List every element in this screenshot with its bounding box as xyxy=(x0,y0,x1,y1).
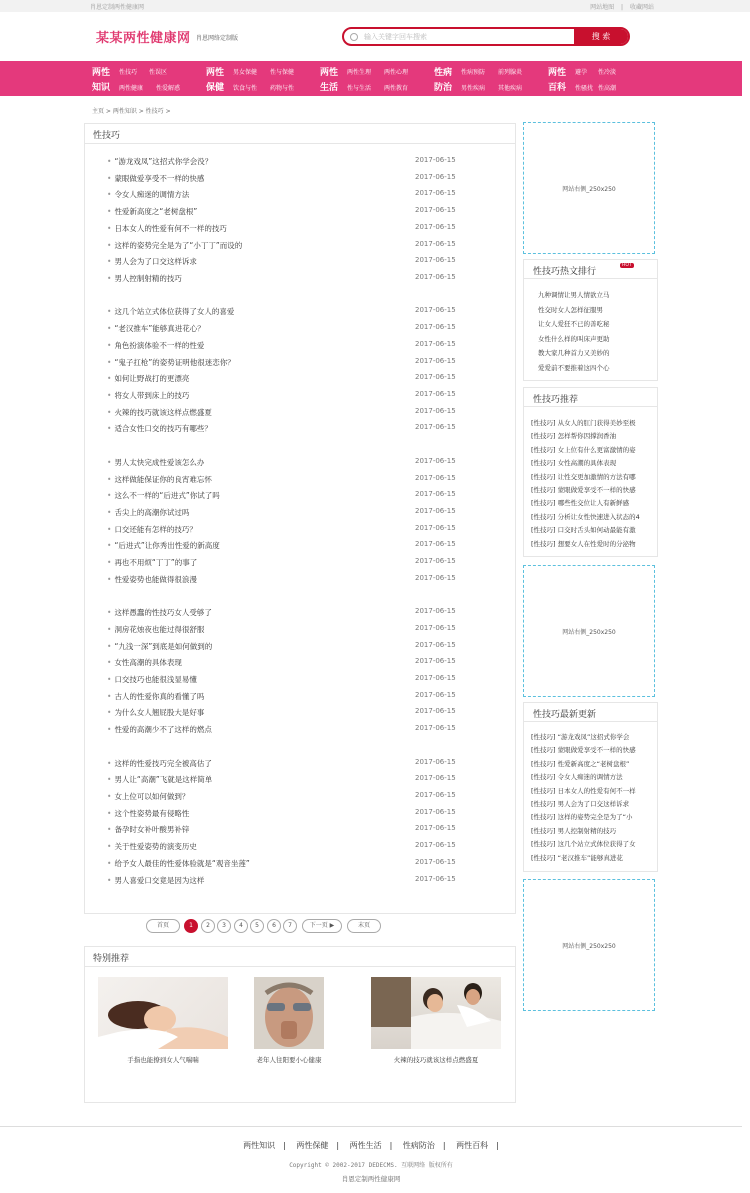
recommend-item[interactable]: [性技巧] 想要女人在性爱时的分泌物 xyxy=(531,539,636,548)
article-date: 2017-06-15 xyxy=(415,172,456,181)
article-link[interactable]: 这么不一样的“后进式”你试了吗 xyxy=(114,491,220,501)
bullet-icon: • xyxy=(107,424,112,434)
latest-item[interactable]: [性技巧] “游龙戏凤”这招式你学会 xyxy=(531,733,630,741)
footer-separator: | xyxy=(442,1141,446,1150)
footer-link[interactable]: 性病防治 xyxy=(402,1141,435,1150)
article-date: 2017-06-15 xyxy=(415,206,456,215)
bullet-icon: • xyxy=(107,357,112,367)
article-link[interactable]: 男人会为了口交这样诉求 xyxy=(114,257,197,267)
latest-item[interactable]: [性技巧] 男人控制射精的技巧 xyxy=(531,826,617,835)
pager-page[interactable]: 2 xyxy=(201,919,215,933)
pager-page[interactable]: 4 xyxy=(234,919,248,933)
recommend-item[interactable]: [性技巧] 让性交更加激情的方法有哪 xyxy=(531,472,636,481)
article-list-item[interactable] xyxy=(107,791,467,802)
nav-group-title[interactable]: 两性 xyxy=(206,68,225,78)
article-list-item[interactable] xyxy=(107,323,467,334)
nav-group-title[interactable]: 两性 xyxy=(320,68,339,78)
article-link[interactable]: “后进式”让你秀出性爱的新高度 xyxy=(114,541,220,551)
article-date: 2017-06-15 xyxy=(415,389,456,398)
bullet-icon: • xyxy=(107,624,112,634)
article-list-item[interactable] xyxy=(107,189,467,200)
article-date: 2017-06-15 xyxy=(415,540,456,549)
site-logo[interactable]: 某某两性健康网 xyxy=(96,31,191,46)
nav-link[interactable]: 性与保健 xyxy=(270,69,295,76)
bullet-icon: • xyxy=(107,858,112,868)
latest-item[interactable]: [性技巧] 男人会为了口交这样诉求 xyxy=(531,800,630,808)
article-list-item[interactable] xyxy=(107,223,467,234)
article-list-item[interactable] xyxy=(107,875,467,886)
nav-group-title[interactable]: 知识 xyxy=(92,83,111,93)
article-list-item[interactable] xyxy=(107,841,467,852)
article-link[interactable]: 日本女人的性爱有何不一样的技巧 xyxy=(114,223,227,233)
article-date: 2017-06-15 xyxy=(415,323,456,332)
bullet-icon: • xyxy=(107,190,112,200)
featured-header xyxy=(85,947,515,967)
sidebar-ad[interactable]: 网站右侧_250x250 xyxy=(523,879,655,1011)
latest-item[interactable]: [性技巧] 这样的姿势完全是为了“小 xyxy=(531,813,633,822)
article-link[interactable]: 令女人痴迷的调情方法 xyxy=(114,190,190,200)
article-link[interactable]: 男人喜爱口交竟是因为这样 xyxy=(114,875,205,885)
nav-link[interactable]: 两性心理 xyxy=(384,69,409,76)
featured-caption[interactable]: 火辣的技巧就该这样点燃盛夏 xyxy=(393,1056,479,1064)
featured-image[interactable] xyxy=(371,977,501,1049)
article-link[interactable]: 如何让野战打的更漂亮 xyxy=(114,374,190,384)
bullet-icon: • xyxy=(107,558,112,567)
article-list-item[interactable] xyxy=(107,457,467,468)
article-date: 2017-06-15 xyxy=(415,473,456,482)
bullet-icon: • xyxy=(107,240,112,250)
bullet-icon: • xyxy=(107,273,112,283)
footer-separator: | xyxy=(496,1141,499,1150)
article-list-item[interactable] xyxy=(107,758,467,769)
article-date: 2017-06-15 xyxy=(415,406,456,415)
article-link[interactable]: 男人太快完成性爱该怎么办 xyxy=(114,457,205,467)
nav-group-title[interactable]: 保健 xyxy=(206,83,225,93)
article-date: 2017-06-15 xyxy=(415,791,456,799)
article-list-header xyxy=(85,124,515,144)
pager-last-button[interactable]: 末页 xyxy=(347,919,381,933)
article-date: 2017-06-15 xyxy=(415,456,456,465)
main-nav xyxy=(0,61,742,96)
recommend-item[interactable]: [性技巧] 女上位有什么更富激情的姿 xyxy=(531,445,636,454)
bullet-icon: • xyxy=(107,324,112,334)
article-link[interactable]: 给予女人最佳的性爱体验就是“观音坐莲” xyxy=(114,858,250,868)
nav-link[interactable]: 两性健康 xyxy=(119,85,144,92)
article-list-item[interactable] xyxy=(107,824,467,835)
recommend-item[interactable]: [性技巧] 蒙眼做爱享受不一样的快感 xyxy=(531,486,636,494)
footer-site-name: 肖恩定制两性健康网 xyxy=(341,1175,401,1183)
bullet-icon: • xyxy=(107,457,112,467)
latest-title: 性技巧最新更新 xyxy=(533,710,597,720)
bullet-icon: • xyxy=(107,507,112,517)
article-date: 2017-06-15 xyxy=(415,623,456,632)
article-list-item[interactable] xyxy=(107,641,467,652)
article-link[interactable]: 这样愚蠢的性技巧女人受够了 xyxy=(114,608,212,618)
breadcrumb[interactable]: 主页 > 两性知识 > 性技巧 > xyxy=(92,108,171,115)
article-link[interactable]: “游龙戏凤”这招式你学会没？ xyxy=(114,157,213,166)
article-list-item[interactable] xyxy=(107,490,467,501)
featured-image[interactable] xyxy=(254,977,324,1049)
article-date: 2017-06-15 xyxy=(415,423,456,432)
article-list-item[interactable] xyxy=(107,407,467,418)
article-date: 2017-06-15 xyxy=(415,640,456,649)
article-date: 2017-06-15 xyxy=(415,857,456,866)
article-list-item[interactable] xyxy=(107,540,467,551)
article-list-item[interactable] xyxy=(107,657,467,668)
latest-header xyxy=(524,703,657,722)
footer-separator: | xyxy=(283,1141,286,1150)
bullet-icon: • xyxy=(107,541,112,551)
article-date: 2017-06-15 xyxy=(415,373,456,382)
article-list-item[interactable] xyxy=(107,306,467,317)
bullet-icon: • xyxy=(107,474,112,484)
article-link[interactable]: 适合女性口交的技巧有哪些？ xyxy=(114,424,212,434)
article-link[interactable]: 再也不用烦“丁丁”的事了 xyxy=(114,558,198,567)
bullet-icon: • xyxy=(107,658,112,668)
nav-group-title[interactable]: 两性 xyxy=(548,68,567,78)
bullet-icon: • xyxy=(107,524,112,534)
nav-link[interactable]: 性与生活 xyxy=(347,85,372,92)
article-link[interactable]: 男人让“高潮”飞就是这样简单 xyxy=(114,775,213,785)
article-list-item[interactable] xyxy=(107,607,467,618)
article-link[interactable]: 古人的性爱你真的看懂了吗 xyxy=(114,691,205,701)
recommend-item[interactable]: [性技巧] 分析让女性快速进入状态的4 xyxy=(531,512,640,521)
article-link[interactable]: 男人控制射精的技巧 xyxy=(114,273,182,283)
article-link[interactable]: 角色扮演体验不一样的性爱 xyxy=(114,340,205,350)
top-bar-separator: | xyxy=(621,4,624,11)
nav-link[interactable]: 避孕 xyxy=(575,69,588,76)
featured-caption[interactable]: 手指也能撩到女人气喘喘 xyxy=(127,1056,199,1064)
bookmark-link[interactable]: 收藏网站 xyxy=(629,4,654,11)
bullet-icon: • xyxy=(107,374,112,384)
article-list-item[interactable] xyxy=(107,357,467,368)
hot-article-item[interactable]: 爱爱前不要推着这四个心 xyxy=(538,363,610,372)
article-date: 2017-06-15 xyxy=(415,807,456,816)
article-link[interactable]: 为什么女人翘屁股大是好事 xyxy=(114,708,205,718)
article-list-item[interactable] xyxy=(107,774,467,785)
copyright: Copyright © 2002-2017 DEDECMS. 互联网络 版权所有 xyxy=(289,1162,453,1169)
sitemap-link[interactable]: 网站地图 xyxy=(590,4,615,11)
top-bar xyxy=(0,0,750,12)
article-date: 2017-06-15 xyxy=(415,189,456,198)
article-list-item[interactable] xyxy=(107,507,467,518)
recommend-item[interactable]: [性技巧] 女性高潮的具体表现 xyxy=(531,459,617,468)
hot-articles-title: 性技巧热文排行 xyxy=(533,267,597,277)
nav-group-title[interactable]: 百科 xyxy=(548,83,567,93)
nav-link[interactable]: 饮食与性 xyxy=(233,85,258,92)
article-list-item[interactable] xyxy=(107,574,467,585)
nav-link[interactable]: 其他疾病 xyxy=(498,85,523,92)
bullet-icon: • xyxy=(107,808,112,818)
article-link[interactable]: 女上位可以如何做到？ xyxy=(114,792,190,801)
bullet-icon: • xyxy=(107,842,112,852)
article-date: 2017-06-15 xyxy=(415,272,456,281)
nav-link[interactable]: 性高潮 xyxy=(598,85,617,92)
article-date: 2017-06-15 xyxy=(415,573,456,582)
footer-separator: | xyxy=(389,1141,393,1150)
bullet-icon: • xyxy=(107,758,112,768)
article-date: 2017-06-15 xyxy=(415,824,456,833)
article-date: 2017-06-15 xyxy=(415,690,456,699)
latest-item[interactable]: [性技巧] 性爱新高度之“老树盘根” xyxy=(531,759,630,768)
featured-title: 特别推荐 xyxy=(93,954,130,964)
article-link[interactable]: 口交还能有怎样的技巧？ xyxy=(114,524,197,534)
nav-link[interactable]: 性爱解惑 xyxy=(156,85,181,92)
article-link[interactable]: 这样的性爱技巧完全被高估了 xyxy=(114,758,212,768)
bullet-icon: • xyxy=(107,407,112,417)
featured-caption[interactable]: 老年人往阳要小心健康 xyxy=(256,1056,322,1064)
article-link[interactable]: 洞房花烛夜也能过得很舒服 xyxy=(114,624,205,634)
article-list-item[interactable] xyxy=(107,340,467,351)
hot-article-item[interactable]: 女性什么样的叫床声更助 xyxy=(538,334,610,343)
article-list-item[interactable] xyxy=(107,691,467,702)
article-date: 2017-06-15 xyxy=(415,657,456,666)
article-date: 2017-06-15 xyxy=(415,356,456,365)
nav-group-title[interactable]: 性病 xyxy=(434,68,453,78)
recommend-item[interactable]: [性技巧] 怎样帮你因撑润香油 xyxy=(531,432,617,441)
bullet-icon: • xyxy=(107,207,112,217)
article-list-item[interactable] xyxy=(107,557,467,568)
article-list-item[interactable] xyxy=(107,206,467,217)
latest-item[interactable]: [性技巧] 令女人痴迷的调情方法 xyxy=(531,773,623,782)
article-list-item[interactable] xyxy=(107,256,467,267)
nav-link[interactable]: 药物与性 xyxy=(270,85,295,92)
article-date: 2017-06-15 xyxy=(415,607,456,616)
footer-separator: | xyxy=(336,1141,340,1150)
article-list-item[interactable] xyxy=(107,240,467,251)
article-list-item[interactable] xyxy=(107,624,467,635)
article-link[interactable]: 这样做能保证你的良宵难忘怀 xyxy=(114,474,212,484)
article-date: 2017-06-15 xyxy=(415,841,456,850)
recommend-title: 性技巧推荐 xyxy=(533,395,579,405)
featured-image[interactable] xyxy=(98,977,228,1049)
pager-page[interactable]: 7 xyxy=(283,919,297,933)
bullet-icon: • xyxy=(107,725,112,735)
search-input[interactable]: 输入关键字回车搜索 xyxy=(364,33,427,41)
article-date: 2017-06-15 xyxy=(415,707,456,716)
recommend-header xyxy=(524,388,657,407)
nav-link[interactable]: 性骚扰 xyxy=(575,85,594,92)
article-link[interactable]: “九浅一深”到底是如何做到的 xyxy=(114,641,213,651)
recommend-item[interactable]: [性技巧] 从女人的肛门获得美妙至极 xyxy=(531,419,636,427)
latest-item[interactable]: [性技巧] 日本女人的性爱有何不一样 xyxy=(531,786,636,795)
article-link[interactable]: 蒙眼做爱享受不一样的快感 xyxy=(114,173,205,183)
footer-link[interactable]: 两性百科 xyxy=(456,1141,489,1150)
bullet-icon: • xyxy=(107,223,112,233)
sidebar-ad[interactable]: 网站右侧_250x250 xyxy=(523,122,655,254)
nav-link[interactable]: 男女保健 xyxy=(233,69,258,76)
nav-link[interactable]: 前列腺炎 xyxy=(498,69,523,76)
hot-article-item[interactable]: 让女人爱狂不已的善吃秘 xyxy=(538,320,610,328)
top-bar-links xyxy=(590,2,654,11)
article-date: 2017-06-15 xyxy=(415,757,456,766)
bullet-icon: • xyxy=(107,340,112,350)
article-link[interactable]: 这个性姿势最有侵略性 xyxy=(114,808,190,818)
article-date: 2017-06-15 xyxy=(415,306,456,315)
bullet-icon: • xyxy=(107,675,112,684)
hot-article-item[interactable]: 教大家几种首力又美妙的 xyxy=(538,349,610,357)
pager-page[interactable]: 6 xyxy=(267,919,281,933)
article-list-item[interactable] xyxy=(107,674,467,685)
nav-link[interactable]: 两性生理 xyxy=(347,69,372,76)
site-slogan: 肖恩网络定制版 xyxy=(196,35,239,42)
article-date: 2017-06-15 xyxy=(415,674,456,682)
bullet-icon: • xyxy=(107,173,112,183)
article-link[interactable]: 这样的姿势完全是为了“小丁丁”而设的 xyxy=(114,240,243,250)
article-list-item[interactable] xyxy=(107,273,467,284)
nav-link[interactable]: 男性疾病 xyxy=(461,85,486,92)
article-date: 2017-06-15 xyxy=(415,339,456,348)
pager-page[interactable]: 1 xyxy=(184,919,198,933)
article-link[interactable]: 性爱新高度之“老树盘根” xyxy=(114,207,198,217)
article-list-item[interactable] xyxy=(107,156,467,167)
article-link[interactable]: 舌尖上的高潮你试过吗 xyxy=(114,507,190,517)
search-icon xyxy=(350,33,358,41)
article-date: 2017-06-15 xyxy=(415,724,456,733)
article-date: 2017-06-15 xyxy=(415,256,456,265)
article-list-item[interactable] xyxy=(107,423,467,434)
article-list-item[interactable] xyxy=(107,390,467,401)
bullet-icon: • xyxy=(107,257,112,267)
sidebar-ad[interactable]: 网站右侧_250x250 xyxy=(523,565,655,697)
nav-link[interactable]: 性冷淡 xyxy=(598,69,617,76)
search-bar xyxy=(342,27,630,46)
bullet-icon: • xyxy=(107,608,112,618)
hot-articles-header xyxy=(524,260,657,279)
article-link[interactable]: 性爱的高潮少不了这样的燃点 xyxy=(114,725,212,735)
article-link[interactable]: 这几个站立式体位获得了女人的喜爱 xyxy=(114,307,235,317)
bullet-icon: • xyxy=(107,641,112,651)
article-list-item[interactable] xyxy=(107,724,467,735)
article-link[interactable]: 女性高潮的具体表现 xyxy=(114,658,182,668)
article-link[interactable]: 将女人带到床上的技巧 xyxy=(114,390,190,400)
recommend-item[interactable]: [性技巧] 口交时舌头如何动最能有激 xyxy=(531,526,636,535)
article-list-item[interactable] xyxy=(107,173,467,184)
article-date: 2017-06-15 xyxy=(415,490,456,499)
article-date: 2017-06-15 xyxy=(415,222,456,231)
pager-next-button[interactable]: 下一页 ▶ xyxy=(302,919,342,933)
bullet-icon: • xyxy=(107,157,112,166)
bullet-icon: • xyxy=(107,708,112,718)
bullet-icon: • xyxy=(107,691,112,701)
hot-badge: HOT xyxy=(622,263,632,268)
pager-first-button[interactable]: 首页 xyxy=(146,919,180,933)
article-link[interactable]: 性爱姿势也能做得很浪漫 xyxy=(114,574,197,584)
nav-link[interactable]: 性误区 xyxy=(149,69,168,76)
nav-link[interactable]: 两性教育 xyxy=(384,85,409,92)
article-link[interactable]: 备孕时女补叶酸男补锌 xyxy=(114,825,190,835)
nav-group-title[interactable]: 两性 xyxy=(92,68,111,78)
nav-group-title[interactable]: 防治 xyxy=(434,83,453,93)
footer-links xyxy=(0,1140,742,1151)
bullet-icon: • xyxy=(107,792,112,801)
bullet-icon: • xyxy=(107,825,112,835)
article-date: 2017-06-15 xyxy=(415,557,456,565)
article-date: 2017-06-15 xyxy=(415,774,456,783)
article-link[interactable]: 口交技巧也能很浅显易懂 xyxy=(114,675,197,684)
article-link[interactable]: 火辣的技巧就该这样点燃盛夏 xyxy=(114,407,212,417)
article-date: 2017-06-15 xyxy=(415,239,456,248)
article-link[interactable]: 关于性爱姿势的演变历史 xyxy=(114,842,197,852)
nav-link[interactable]: 性病预防 xyxy=(461,69,486,76)
article-list-item[interactable] xyxy=(107,707,467,718)
bullet-icon: • xyxy=(107,390,112,400)
search-button[interactable]: 搜 索 xyxy=(574,29,628,44)
article-link[interactable]: “老汉推车”能够真进花心？ xyxy=(114,324,205,334)
latest-item[interactable]: [性技巧] 这几个站立式体位获得了女 xyxy=(531,840,636,849)
article-date: 2017-06-15 xyxy=(415,156,456,164)
latest-item[interactable]: [性技巧] “老汉推车”能够真进花 xyxy=(531,853,623,862)
man-photo xyxy=(254,977,324,1049)
footer-link[interactable]: 两性知识 xyxy=(243,1141,276,1150)
hot-article-item[interactable]: 九种调情让男人情欲立马 xyxy=(538,291,610,299)
footer-link[interactable]: 两性保健 xyxy=(296,1141,329,1150)
article-list-title: 性技巧 xyxy=(93,131,121,141)
article-list-item[interactable] xyxy=(107,858,467,869)
article-list-item[interactable] xyxy=(107,373,467,384)
hot-article-item[interactable]: 性交时女人怎样征服男 xyxy=(538,305,603,314)
article-list-item[interactable] xyxy=(107,808,467,819)
footer-link[interactable]: 两性生活 xyxy=(349,1141,382,1150)
top-bar-site-name: 肖恩定制两性健康网 xyxy=(90,4,145,11)
latest-item[interactable]: [性技巧] 蒙眼做爱享受不一样的快感 xyxy=(531,746,636,755)
nav-link[interactable]: 性技巧 xyxy=(119,69,138,76)
article-list-item[interactable] xyxy=(107,474,467,485)
bullet-icon: • xyxy=(107,307,112,317)
article-date: 2017-06-15 xyxy=(415,874,456,883)
bullet-icon: • xyxy=(107,574,112,584)
pager-page[interactable]: 5 xyxy=(250,919,264,933)
pager-page[interactable]: 3 xyxy=(217,919,231,933)
recommend-item[interactable]: [性技巧] 哪些性交位让人有新鲜感 xyxy=(531,499,630,508)
woman-photo xyxy=(98,977,228,1049)
couple-photo xyxy=(371,977,501,1049)
article-list-item[interactable] xyxy=(107,524,467,535)
bullet-icon: • xyxy=(107,775,112,785)
article-link[interactable]: “鬼子扛枪”的姿势证明他很迷恋你？ xyxy=(114,357,235,367)
nav-group-title[interactable]: 生活 xyxy=(320,83,339,93)
article-date: 2017-06-15 xyxy=(415,506,456,515)
article-date: 2017-06-15 xyxy=(415,523,456,532)
bullet-icon: • xyxy=(107,491,112,501)
bullet-icon: • xyxy=(107,875,112,885)
